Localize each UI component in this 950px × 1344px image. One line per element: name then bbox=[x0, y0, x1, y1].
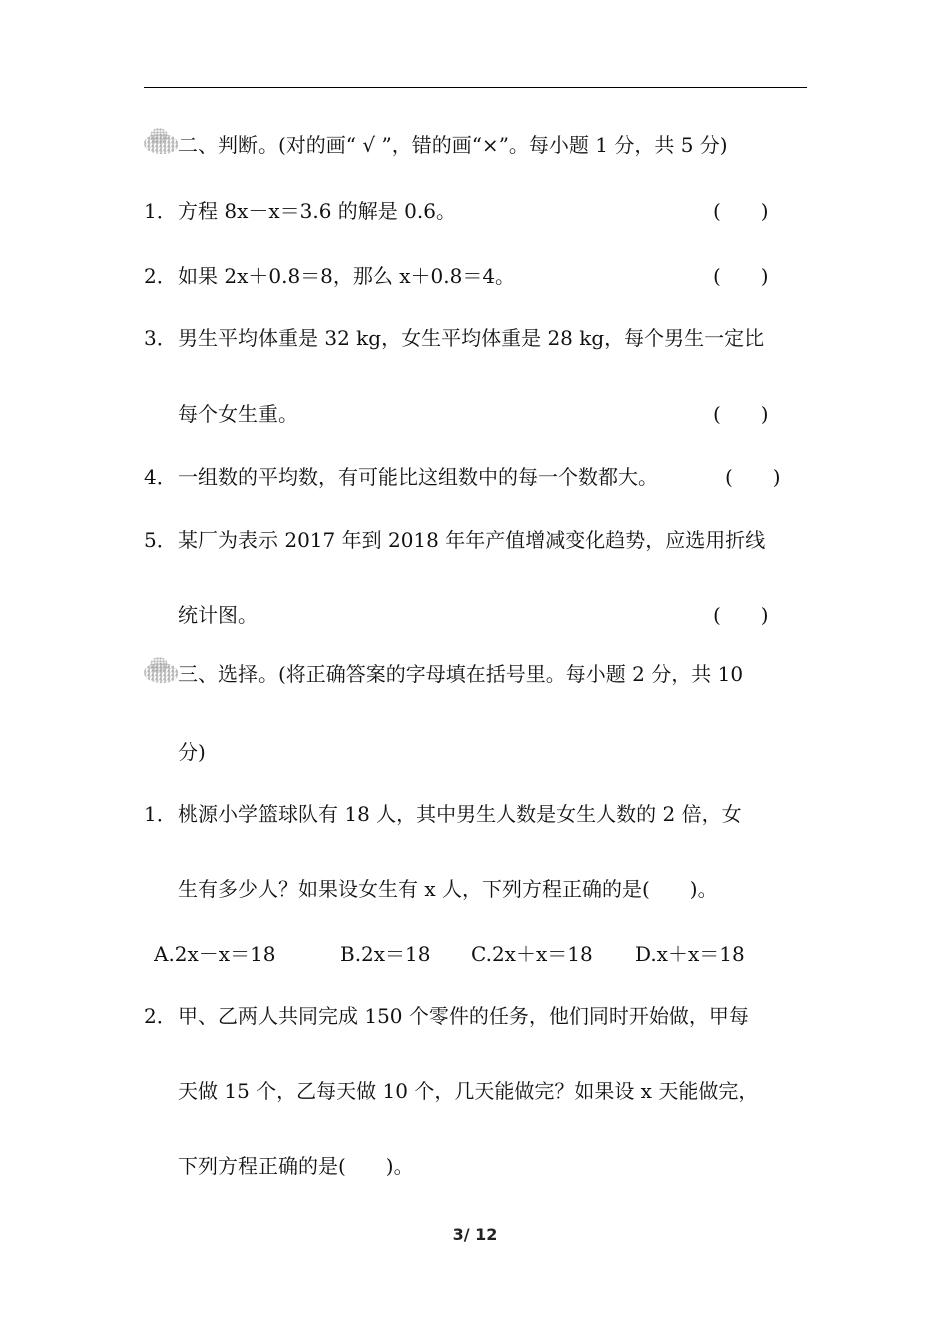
item-text: 男生平均体重是 32 kg，女生平均体重是 28 kg，每个男生一定比 bbox=[178, 326, 765, 350]
item-text: 每个女生重。 bbox=[178, 402, 298, 426]
item-text: 桃源小学篮球队有 18 人，其中男生人数是女生人数的 2 倍，女 bbox=[178, 802, 742, 826]
item-text: 下列方程正确的是( )。 bbox=[178, 1154, 414, 1178]
option-a[interactable]: A.2x－x＝18 bbox=[154, 942, 276, 966]
item-text: 某厂为表示 2017 年到 2018 年年产值增减变化趋势，应选用折线 bbox=[178, 528, 766, 552]
item-text: 生有多少人？如果设女生有 x 人，下列方程正确的是( )。 bbox=[178, 877, 718, 901]
answer-blank[interactable]: ( ) bbox=[713, 402, 769, 426]
option-d[interactable]: D.x＋x＝18 bbox=[635, 942, 745, 966]
answer-blank[interactable]: ( ) bbox=[713, 264, 769, 288]
answer-blank[interactable]: ( ) bbox=[713, 603, 769, 627]
decorative-blob-icon bbox=[150, 657, 168, 673]
header-rule bbox=[144, 87, 807, 88]
item-text: 如果 2x＋0.8＝8，那么 x＋0.8＝4。 bbox=[178, 264, 516, 288]
item-number: 4． bbox=[144, 465, 177, 489]
item-text: 一组数的平均数，有可能比这组数中的每一个数都大。 bbox=[178, 465, 658, 489]
item-number: 3． bbox=[144, 326, 177, 350]
answer-blank[interactable]: ( ) bbox=[713, 199, 769, 223]
option-b[interactable]: B.2x＝18 bbox=[340, 942, 431, 966]
item-text: 甲、乙两人共同完成 150 个零件的任务，他们同时开始做，甲每 bbox=[178, 1004, 749, 1028]
item-text: 天做 15 个，乙每天做 10 个，几天能做完？如果设 x 天能做完， bbox=[178, 1079, 759, 1103]
decorative-blob-icon bbox=[150, 128, 168, 144]
section-3-title: 三、选择。(将正确答案的字母填在括号里。每小题 2 分，共 10 bbox=[178, 662, 744, 686]
answer-blank[interactable]: ( ) bbox=[725, 465, 781, 489]
item-number: 2． bbox=[144, 1004, 177, 1028]
page-number: 3/ 12 bbox=[452, 1225, 498, 1244]
item-number: 5． bbox=[144, 528, 177, 552]
item-text: 方程 8x－x＝3.6 的解是 0.6。 bbox=[178, 199, 456, 223]
item-number: 2． bbox=[144, 264, 177, 288]
item-text: 统计图。 bbox=[178, 603, 258, 627]
item-number: 1． bbox=[144, 802, 177, 826]
section-2-title: 二、判断。(对的画“ √ ”，错的画“×”。每小题 1 分，共 5 分) bbox=[178, 133, 728, 157]
item-number: 1． bbox=[144, 199, 177, 223]
section-3-title: 分) bbox=[178, 740, 206, 764]
option-c[interactable]: C.2x＋x＝18 bbox=[471, 942, 593, 966]
